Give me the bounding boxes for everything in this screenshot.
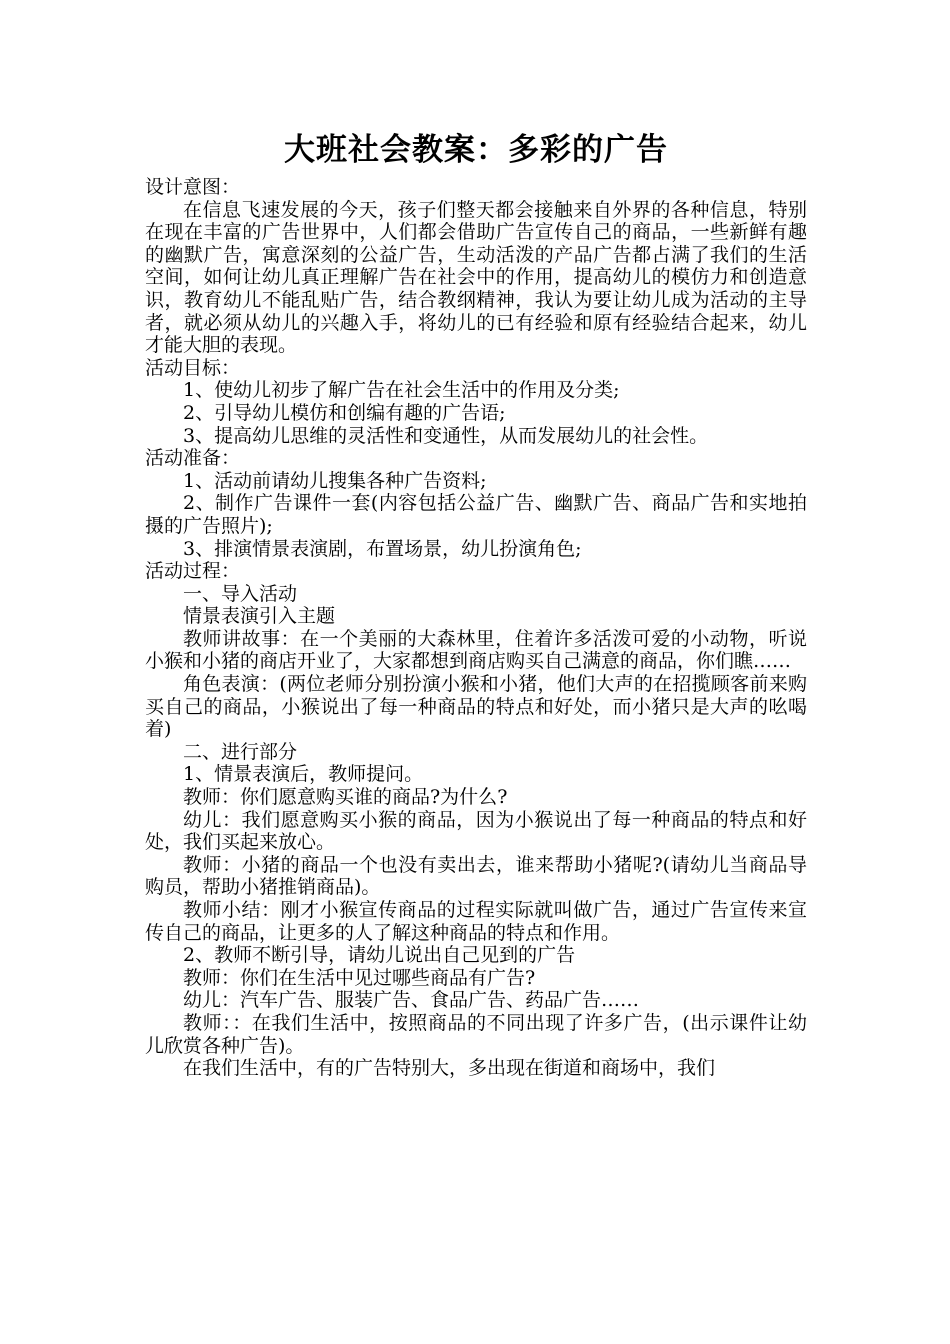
section-design-intent — [145, 176, 807, 357]
document-title: 大班社会教案：多彩的广告 — [284, 132, 668, 168]
paragraph: 教师：小猪的商品一个也没有卖出去，谁来帮助小猪呢?(请幼儿当商品导购员，帮助小猪推销商品)。 — [145, 853, 807, 899]
section-heading: 活动过程： — [145, 560, 241, 583]
document-page — [145, 128, 807, 1080]
paragraph: 2、教师不断引导，请幼儿说出自己见到的广告 — [183, 944, 576, 967]
paragraph: 教师小结：刚才小猴宣传商品的过程实际就叫做广告，通过广告宣传来宣传自己的商品，让更多的人了解这种商品的特点和作用。 — [145, 899, 807, 944]
paragraph: 1、活动前请幼儿搜集各种广告资料; — [183, 469, 487, 492]
paragraph: 二、进行部分 — [183, 740, 298, 763]
paragraph: 3、提高幼儿思维的灵活性和变通性，从而发展幼儿的社会性。 — [183, 424, 709, 447]
paragraph: 2、制作广告课件一套(内容包括公益广告、幽默广告、商品广告和实地拍摄的广告照片); — [145, 492, 807, 537]
paragraph: 角色表演：(两位老师分别扮演小猴和小猪，他们大声的在招揽顾客前来购买自己的商品，小猴说出了每一种商品的特点和好处，而小猪只是大声的吆喝着) — [145, 673, 807, 741]
paragraph: 2、引导幼儿模仿和创编有趣的广告语; — [183, 401, 506, 424]
section-process — [145, 560, 807, 1080]
section-heading: 活动目标： — [145, 356, 241, 379]
paragraph: 3、排演情景表演剧，布置场景，幼儿扮演角色; — [183, 537, 582, 560]
section-preparation — [145, 447, 807, 560]
paragraph: 教师讲故事：在一个美丽的大森林里，住着许多活泼可爱的小动物，听说小猴和小猪的商店开业了，大家都想到商店购买自己满意的商品，你们瞧…… — [145, 627, 807, 673]
paragraph: 教师：你们愿意购买谁的商品?为什么? — [183, 786, 508, 809]
section-objectives — [145, 357, 807, 447]
paragraph: 1、使幼儿初步了解广告在社会生活中的作用及分类; — [183, 379, 620, 402]
paragraph: 教师：：在我们生活中，按照商品的不同出现了许多广告，(出示课件让幼儿欣赏各种广告)。 — [145, 1011, 807, 1057]
paragraph: 教师：你们在生活中见过哪些商品有广告? — [183, 966, 536, 989]
section-heading: 设计意图： — [145, 176, 241, 198]
paragraph: 幼儿：汽车广告、服装广告、食品广告、药品广告…… — [183, 989, 640, 1012]
paragraph: 在我们生活中，有的广告特别大，多出现在街道和商场中，我们 — [183, 1057, 716, 1080]
paragraph: 幼儿：我们愿意购买小猴的商品，因为小猴说出了每一种商品的特点和好处，我们买起来放心。 — [145, 808, 807, 854]
section-heading: 活动准备： — [145, 447, 241, 470]
paragraph: 情景表演引入主题 — [183, 605, 336, 628]
paragraph: 一、导入活动 — [183, 582, 298, 605]
paragraph: 1、情景表演后，教师提问。 — [183, 763, 424, 786]
paragraph: 在信息飞速发展的今天，孩子们整天都会接触来自外界的各种信息，特别在现在丰富的广告世界中，人们都会借助广告宣传自己的商品，一些新鲜有趣的幽默广告，寓意深刻的公益广告，生动活泼的产品广告都占满了我们的生活空间，如何让幼儿真正理解广告在社会中的作用，提高幼儿的模仿力和创造意识，教育幼儿不能乱贴广告，结合教纲精神，我认为要让幼儿成为活动的主导者，就必须从幼儿的兴趣入手，将幼儿的已有经验和原有经验结合起来，幼儿才能大胆的表现。 — [145, 198, 807, 357]
